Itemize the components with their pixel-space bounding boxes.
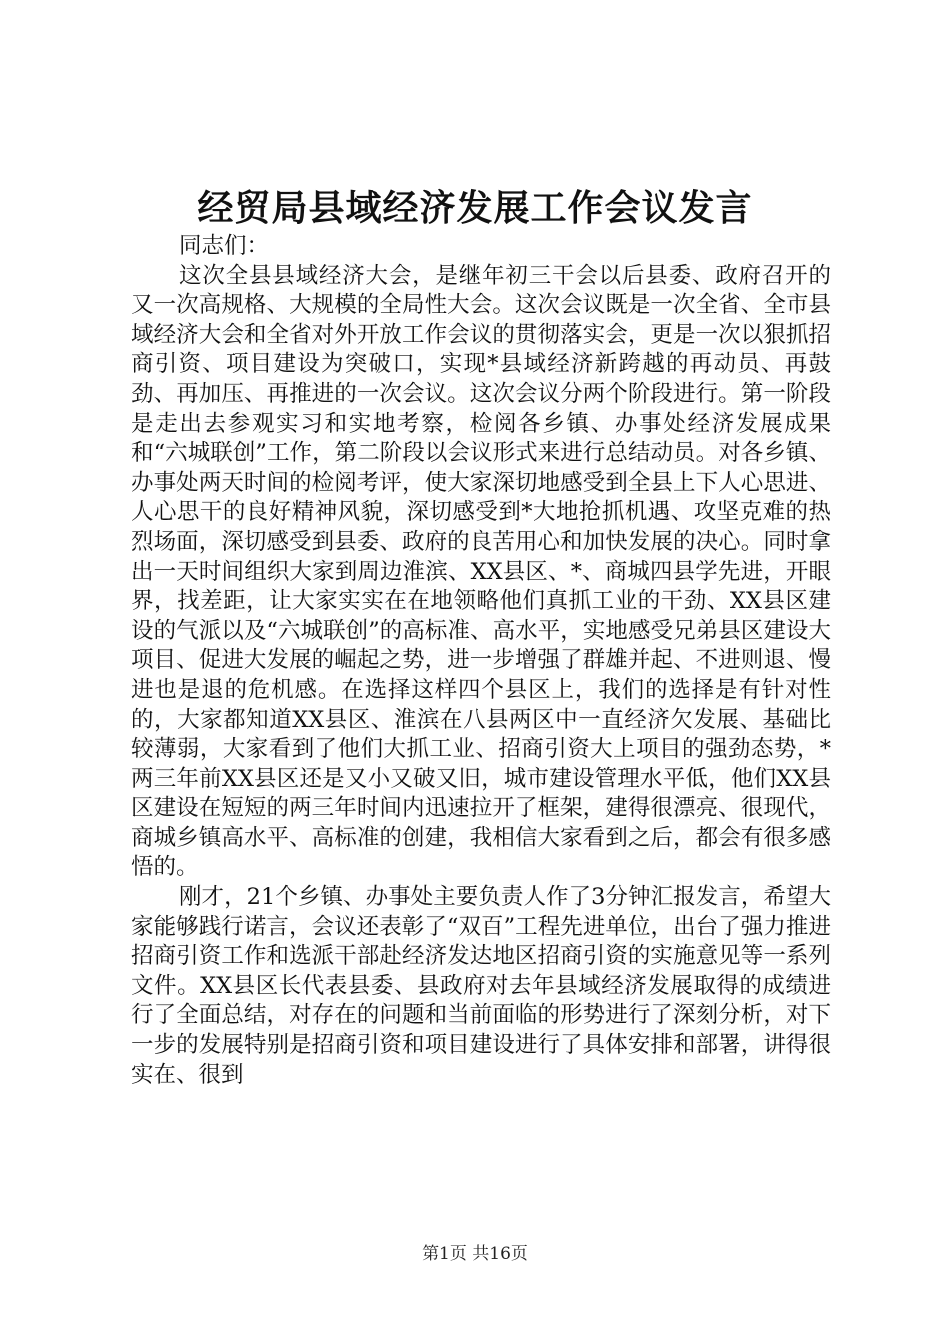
- document-body: [131, 232, 831, 1090]
- paragraph: 刚才，21个乡镇、办事处主要负责人作了3分钟汇报发言，希望大家能够践行诺言，会议还表彰了“双百”工程先进单位，出台了强力推进招商引资工作和选派干部赴经济发达地区招商引资的实施意见等一系列文件。XX县区长代表县委、县政府对去年县域经济发展取得的成绩进行了全面总结，对存在的问题和当前面临的形势进行了深刻分析，对下一步的发展特别是招商引资和项目建设进行了具体安排和部署，讲得很实在、很到: [131, 884, 831, 1088]
- page-title: 经贸局县域经济发展工作会议发言: [197, 187, 753, 229]
- page-number: 第1页 共16页: [422, 1244, 528, 1264]
- salutation: 同志们：: [179, 233, 270, 259]
- paragraph: 这次全县县域经济大会，是继年初三干会以后县委、政府召开的又一次高规格、大规模的全局性大会。这次会议既是一次全省、全市县域经济大会和全省对外开放工作会议的贯彻落实会，更是一次以狠抓招商引资、项目建设为突破口，实现*县域经济新跨越的再动员、再鼓劲、再加压、再推进的一次会议。这次会议分两个阶段进行。第一阶段是走出去参观实习和实地考察，检阅各乡镇、办事处经济发展成果和“六城联创”工作，第二阶段以会议形式来进行总结动员。对各乡镇、办事处两天时间的检阅考评，使大家深切地感受到全县上下人心思进、人心思干的良好精神风貌，深切感受到*大地抢抓机遇、攻坚克难的热烈场面，深切感受到县委、政府的良苦用心和加快发展的决心。同时拿出一天时间组织大家到周边淮滨、XX县区、*、商城四县学先进，开眼界，找差距，让大家实实在在地领略他们真抓工业的干劲、XX县区建设的气派以及“六城联创”的高标准、高水平，实地感受兄弟县区建设大项目、促进大发展的崛起之势，进一步增强了群雄并起、不进则退、慢进也是退的危机感。在选择这样四个县区上，我们的选择是有针对性的，大家都知道XX县区、淮滨在八县两区中一直经济欠发展、基础比较薄弱，大家看到了他们大抓工业、招商引资大上项目的强劲态势，*两三年前XX县区还是又小又破又旧，城市建设管理水平低，他们XX县区建设在短短的两三年时间内迅速拉开了框架，建得很漂亮、很现代，商城乡镇高水平、高标准的创建，我相信大家看到之后，都会有很多感悟的。: [131, 262, 831, 881]
